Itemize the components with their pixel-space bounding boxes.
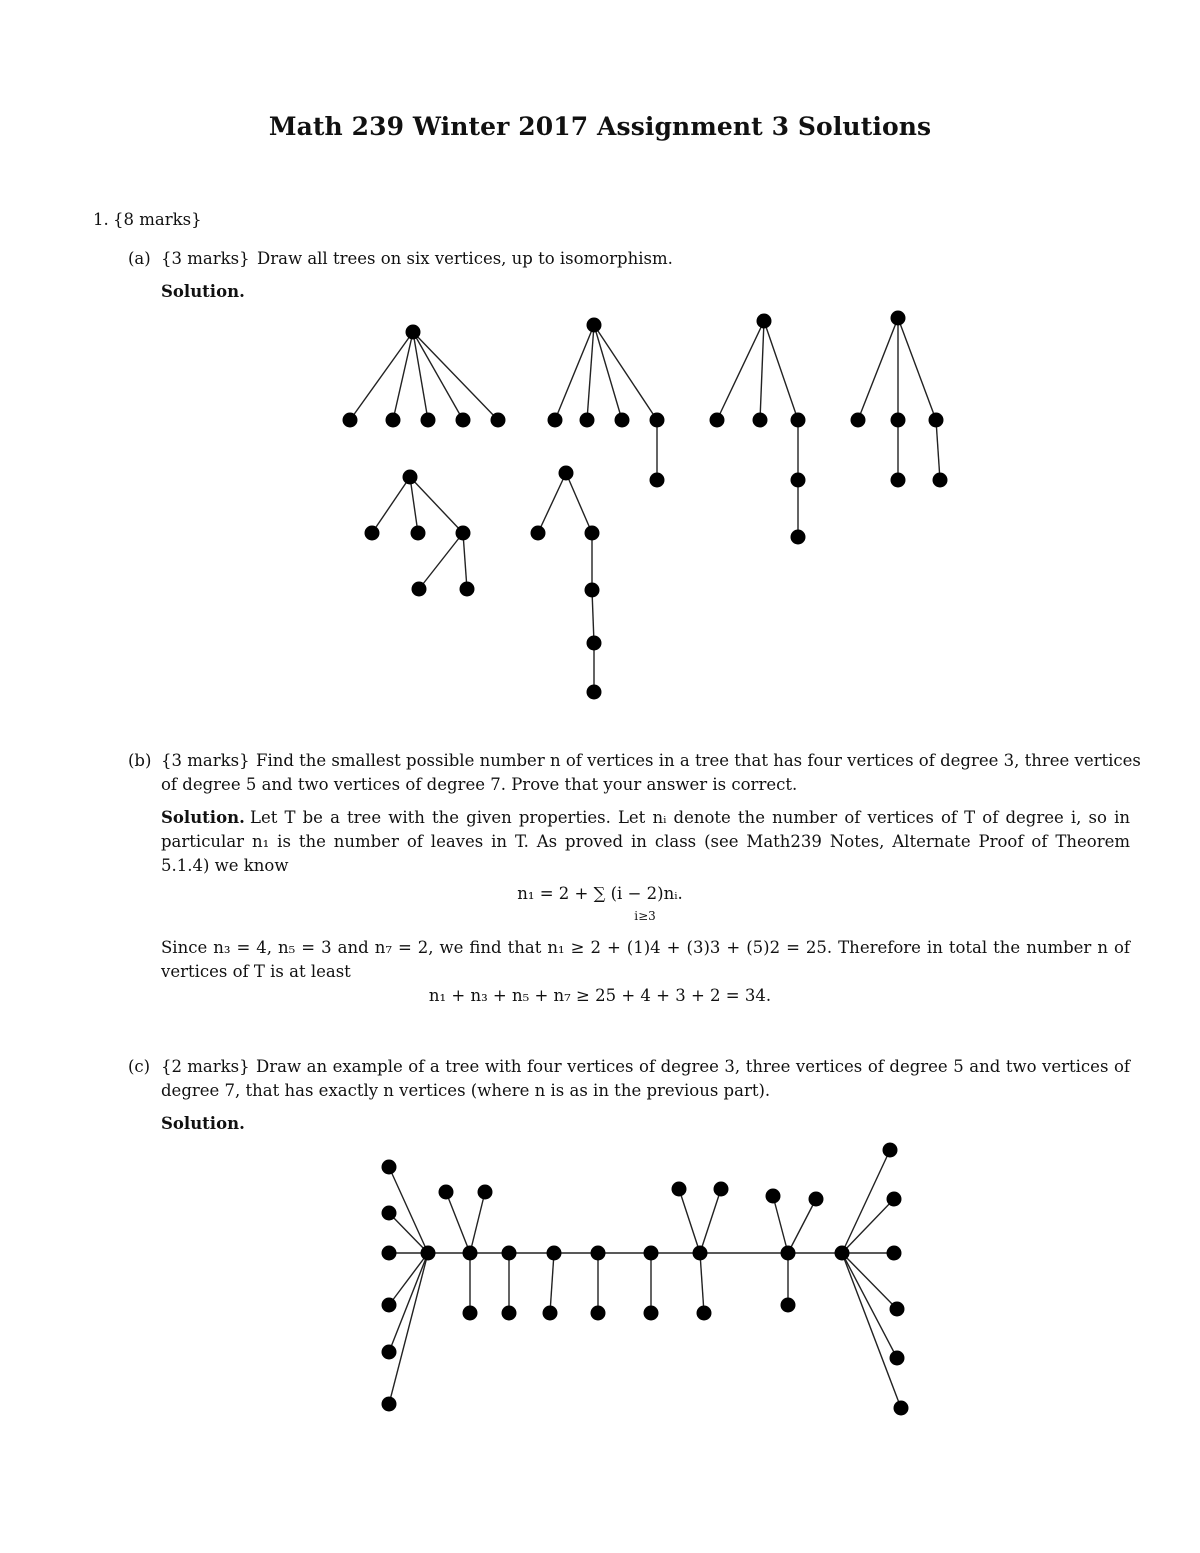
part-c-marks: {2 marks} (161, 1057, 250, 1076)
part-a-marks: {3 marks} (161, 249, 250, 268)
tree-degree3-with-long-path (710, 314, 806, 545)
formula-leaves-subscript: i≥3 (634, 909, 656, 923)
part-b-prompt-line2: of degree 5 and two vertices of degree 7. Prove that your answer is correct. (161, 775, 798, 794)
part-c-label: (c) (128, 1057, 151, 1076)
part-a-prompt: Draw all trees on six vertices, up to isomorphism. (257, 249, 673, 268)
part-b-solution-line2: particular n₁ is the number of leaves in T. As proved in class (see Math239 Notes, Alternate Proof of Theorem (161, 832, 1130, 851)
question-number: 1. (93, 210, 109, 229)
question-marks: {8 marks} (113, 210, 202, 229)
since-line2: vertices of T is at least (161, 962, 351, 981)
part-b-prompt-line1: Find the smallest possible number n of vertices in a tree that has four vertices of degree 3, three vertices (256, 751, 1141, 770)
tree-star (343, 325, 506, 428)
since-line1: Since n₃ = 4, n₅ = 3 and n₇ = 2, we find that n₁ ≥ 2 + (1)4 + (3)3 + (5)2 = 25. Therefore in total the number n of (161, 938, 1130, 957)
tree-two-degree3 (365, 470, 475, 597)
formula-leaves: n₁ = 2 + ∑ (i − 2)nᵢ. (517, 884, 683, 903)
part-b-solution-line1: Let T be a tree with the given properties. Let nᵢ denote the number of vertices of T of degree i, so in (250, 808, 1130, 827)
part-b-marks: {3 marks} (161, 751, 250, 770)
tree-degree4-with-path (548, 318, 665, 488)
part-c-prompt-line1: Draw an example of a tree with four vertices of degree 3, three vertices of degree 5 and two vertices of (256, 1057, 1130, 1076)
part-b-label: (b) (128, 751, 152, 770)
part-c-solution-label: Solution. (161, 1114, 245, 1133)
part-b-solution-label: Solution. (161, 808, 245, 827)
part-b-solution-line3: 5.1.4) we know (161, 856, 289, 875)
part-a-solution-label: Solution. (161, 282, 245, 301)
formula-total: n₁ + n₃ + n₅ + n₇ ≥ 25 + 4 + 3 + 2 = 34. (428, 986, 772, 1005)
tree-path (531, 466, 602, 700)
page-title: Math 239 Winter 2017 Assignment 3 Solutions (268, 112, 932, 141)
part-a-label: (a) (128, 249, 151, 268)
example-tree (382, 1143, 909, 1416)
tree-degree3-two-pendants (851, 311, 948, 488)
six-vertex-trees-figure (0, 0, 1200, 720)
part-c-prompt-line2: degree 7, that has exactly n vertices (where n is as in the previous part). (161, 1081, 771, 1100)
